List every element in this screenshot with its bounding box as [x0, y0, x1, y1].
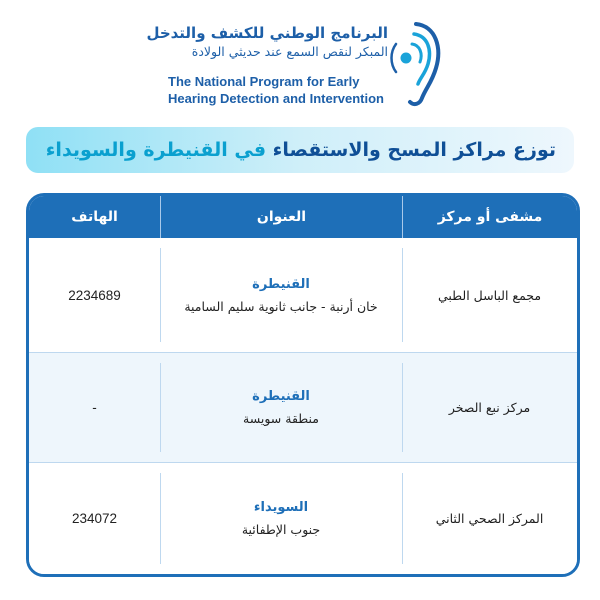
ear-icon [386, 18, 442, 108]
table-row [29, 353, 577, 463]
program-logo [146, 14, 450, 109]
city-label: القنيطرة [252, 276, 310, 292]
address-cell [160, 463, 402, 574]
header-address: العنوان [160, 196, 402, 238]
table-row [29, 463, 577, 574]
logo-arabic-line-2: المبكر لنقص السمع عند حديثي الولادة [191, 44, 388, 59]
title-highlight-text: في القنيطرة والسويداء [45, 139, 267, 161]
table-header [29, 196, 577, 238]
phone-number: 2234689 [68, 287, 121, 303]
center-name-cell: مركز نبع الصخر [402, 353, 577, 462]
center-name-cell: مجمع الباسل الطبي [402, 238, 577, 352]
city-label: السويداء [253, 500, 309, 515]
logo-arabic-line-1: البرنامج الوطني للكشف والتدخل [146, 24, 388, 42]
page-title [26, 127, 574, 173]
address-text: منطقة سويسة [243, 411, 319, 426]
table-row [29, 238, 577, 353]
title-main-text: توزع مراكز المسح والاستقصاء [272, 139, 556, 161]
center-name-cell: المركز الصحي الثاني [402, 463, 577, 574]
phone-cell [29, 238, 160, 352]
address-cell [160, 353, 402, 462]
city-label: القنيطرة [252, 389, 310, 404]
header-center: مشفى أو مركز [402, 196, 577, 238]
phone-number: 234072 [71, 511, 118, 526]
address-cell [160, 238, 402, 352]
logo-english-line-2: Hearing Detection and Intervention [168, 91, 384, 106]
centers-table [26, 193, 580, 577]
logo-english-line-1: The National Program for Early [168, 74, 360, 89]
phone-cell [29, 463, 160, 574]
address-text: جنوب الإطفائية [241, 522, 321, 537]
phone-cell [29, 353, 160, 462]
address-text: خان أرنبة - جانب ثانوية سليم السامية [184, 298, 378, 314]
phone-number: - [92, 400, 97, 415]
header-phone: الهاتف [71, 209, 118, 225]
